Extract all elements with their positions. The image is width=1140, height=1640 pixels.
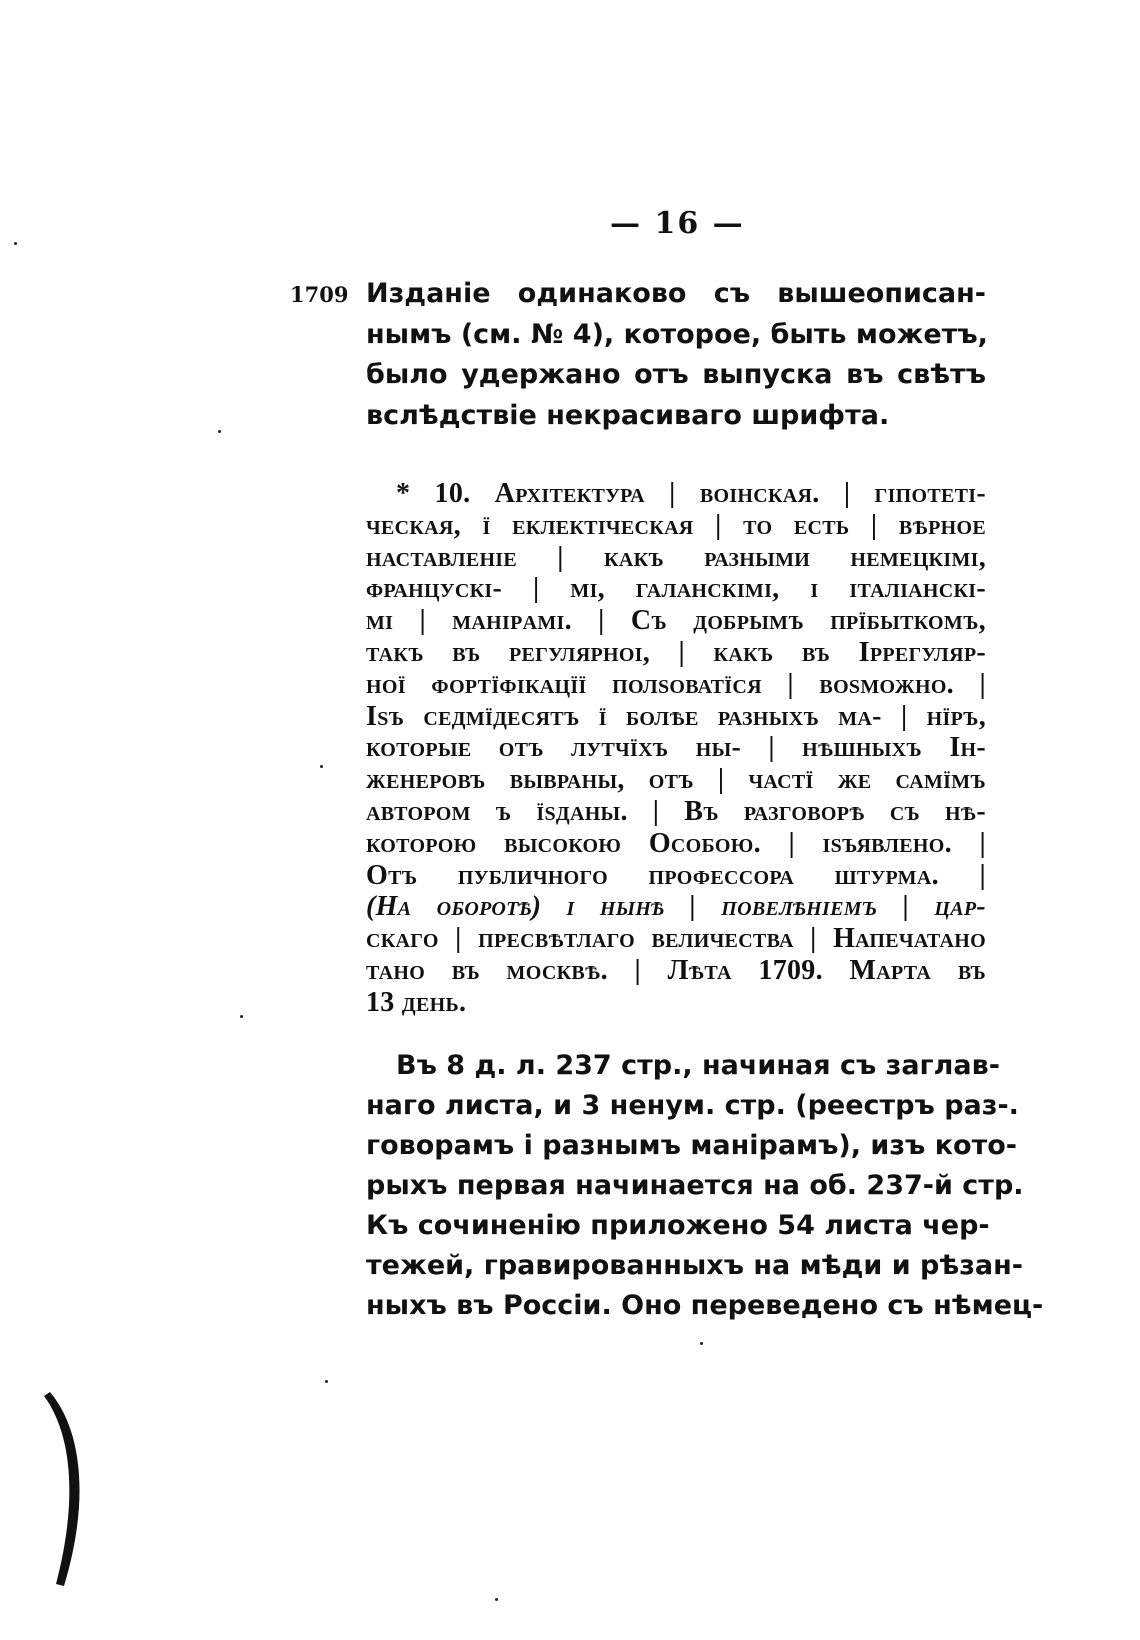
text-line: ної фортїфікацїї полsоватїся | вosможно. | bbox=[366, 668, 986, 700]
text-line: ныхъ въ Россіи. Оно переведено съ нѣмец- bbox=[366, 1290, 1044, 1321]
scan-speck bbox=[14, 242, 17, 245]
text-line: такъ въ регулярноі, | какъ въ Іррегуляр- bbox=[366, 636, 986, 668]
text-line: вслѣдствіе некрасиваго шрифта. bbox=[366, 399, 890, 431]
text-line: * 10. Архітектура | воінская. | гіпотеті- bbox=[396, 478, 986, 509]
margin-year: 1709 bbox=[290, 282, 349, 307]
text-line: тано въ москвѣ. | Лѣта 1709. Марта въ bbox=[366, 954, 986, 986]
text-line: автором ъ їsданы. | Въ разговорѣ съ нѣ- bbox=[366, 795, 986, 827]
scan-speck bbox=[320, 765, 323, 768]
text-line: нымъ (см. № 4), которое, быть можетъ, bbox=[366, 318, 988, 350]
text-line: рыхъ первая начинается на об. 237-й стр. bbox=[366, 1170, 1024, 1201]
text-line: было удержано отъ выпуска въ свѣтъ bbox=[366, 359, 986, 390]
text-line: Іsъ седмїдесятъ ї болѣе разныхъ ма- | нїръ, bbox=[366, 700, 986, 732]
scan-speck bbox=[240, 1015, 243, 1018]
scan-speck bbox=[700, 1342, 703, 1345]
text-line: которые отъ лутчїхъ ны- | нѣшныхъ Ін- bbox=[366, 732, 986, 764]
text-line: ческая, ї еклектіческая | то есть | вѣрное bbox=[366, 509, 986, 541]
text-line: Отъ публичного профессора штурма. | bbox=[366, 859, 986, 891]
text-line: которою высокою Особою. | іsъявлено. | bbox=[366, 827, 986, 859]
scan-speck bbox=[325, 1380, 328, 1383]
text-line: наго листа, и 3 ненум. стр. (реестръ раз-. bbox=[366, 1090, 1019, 1121]
text-line: женеровъ вывраны, отъ | частї же самїмъ bbox=[366, 764, 986, 796]
text-line: скаго | пресвѣтлаго величества | Напечатано bbox=[366, 923, 986, 955]
scan-speck bbox=[495, 1598, 498, 1601]
scan-bracket-mark bbox=[42, 1390, 102, 1590]
paragraph-description bbox=[366, 1046, 1044, 1326]
paragraph-entry-title bbox=[366, 478, 986, 1019]
text-line: тежей, гравированныхъ на мѣди и рѣзан- bbox=[366, 1250, 1024, 1281]
text-line: говорамъ і разнымъ маніpамъ), изъ кото- bbox=[366, 1130, 1017, 1161]
text-line: 13 день. bbox=[366, 986, 467, 1018]
text-line: францускі- | мі, галанскімі, і італіанскі- bbox=[366, 573, 986, 605]
paragraph-edition-note bbox=[366, 274, 986, 436]
text-line: Въ 8 д. л. 237 стр., начиная съ заглав- bbox=[396, 1050, 1000, 1081]
scan-speck bbox=[218, 430, 221, 433]
text-line: Къ сочиненію приложено 54 листа чер- bbox=[366, 1210, 990, 1241]
text-line: Изданіе одинаково съ вышеописан- bbox=[366, 278, 986, 309]
text-line: (На оборотѣ) і нынѣ | повелѣніемъ | цар- bbox=[366, 891, 986, 923]
text-line: наставленіе | какъ разными немецкімі, bbox=[366, 541, 986, 573]
page-number: — 16 — bbox=[610, 206, 745, 241]
text-line: мі | маніpамі. | Съ добрымъ прїбыткомъ, bbox=[366, 605, 986, 637]
